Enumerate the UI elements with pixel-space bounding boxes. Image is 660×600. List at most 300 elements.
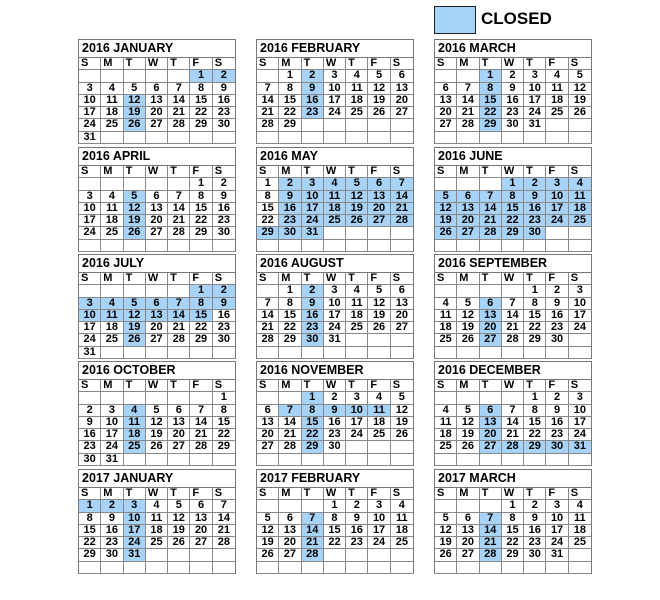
weekday-header: S: [257, 58, 279, 70]
weekday-header: M: [457, 273, 479, 285]
day-cell: 30: [279, 227, 301, 239]
month-title: 2017 MARCH: [438, 471, 516, 485]
month-day-grid: [257, 165, 413, 252]
weekday-header: F: [546, 488, 568, 500]
empty-day-cell: [146, 70, 168, 82]
empty-day-cell: [346, 562, 368, 574]
empty-day-cell: [146, 549, 168, 561]
day-cell: 14: [168, 310, 190, 322]
day-cell: 14: [168, 95, 190, 107]
empty-day-cell: [279, 132, 301, 144]
weekday-header: T: [480, 166, 502, 178]
empty-day-cell: [324, 119, 346, 131]
day-cell: 3: [124, 500, 146, 512]
day-cell: 10: [124, 513, 146, 525]
day-cell: 14: [257, 310, 279, 322]
day-cell: 18: [569, 203, 591, 215]
day-cell: 13: [391, 83, 413, 95]
day-cell: 30: [79, 454, 101, 466]
empty-day-cell: [168, 132, 190, 144]
weekday-header: T: [168, 58, 190, 70]
day-cell: 26: [435, 227, 457, 239]
day-cell: 7: [457, 83, 479, 95]
day-cell: 25: [124, 441, 146, 453]
weekday-header: T: [480, 488, 502, 500]
weekday-header: S: [213, 273, 235, 285]
day-cell: 21: [502, 429, 524, 441]
day-cell: 25: [435, 334, 457, 346]
day-cell: 18: [346, 310, 368, 322]
day-cell: 27: [457, 549, 479, 561]
empty-day-cell: [435, 240, 457, 252]
weekday-header: M: [101, 488, 123, 500]
empty-day-cell: [146, 392, 168, 404]
empty-day-cell: [279, 392, 301, 404]
day-cell: 19: [569, 95, 591, 107]
weekday-header: F: [546, 273, 568, 285]
day-cell: 24: [302, 215, 324, 227]
day-cell: 6: [190, 500, 212, 512]
weekday-header: F: [546, 58, 568, 70]
day-cell: 17: [546, 525, 568, 537]
day-cell: 6: [480, 298, 502, 310]
day-cell: 25: [146, 537, 168, 549]
day-cell: 30: [546, 334, 568, 346]
weekday-header: F: [190, 166, 212, 178]
empty-day-cell: [391, 454, 413, 466]
day-cell: 2: [213, 285, 235, 297]
day-cell: 25: [435, 441, 457, 453]
day-cell: 25: [346, 322, 368, 334]
day-cell: 27: [146, 119, 168, 131]
day-cell: 10: [101, 417, 123, 429]
day-cell: 5: [124, 83, 146, 95]
day-cell: 19: [391, 417, 413, 429]
day-cell: 7: [168, 83, 190, 95]
weekday-header: S: [213, 58, 235, 70]
day-cell: 13: [457, 525, 479, 537]
day-cell: 5: [569, 70, 591, 82]
day-cell: 18: [546, 95, 568, 107]
empty-day-cell: [168, 454, 190, 466]
day-cell: 7: [391, 178, 413, 190]
day-cell: 2: [279, 178, 301, 190]
day-cell: 17: [569, 310, 591, 322]
weekday-header: S: [569, 488, 591, 500]
day-cell: 19: [435, 215, 457, 227]
day-cell: 8: [324, 513, 346, 525]
day-cell: 23: [101, 537, 123, 549]
weekday-header: W: [324, 380, 346, 392]
empty-day-cell: [569, 549, 591, 561]
empty-day-cell: [257, 285, 279, 297]
empty-day-cell: [391, 132, 413, 144]
empty-day-cell: [324, 132, 346, 144]
day-cell: 3: [79, 191, 101, 203]
month-calendar: [78, 254, 236, 359]
day-cell: 7: [257, 83, 279, 95]
empty-day-cell: [101, 562, 123, 574]
day-cell: 15: [213, 417, 235, 429]
day-cell: 27: [435, 119, 457, 131]
day-cell: 29: [257, 227, 279, 239]
day-cell: 22: [302, 429, 324, 441]
day-cell: 27: [190, 537, 212, 549]
day-cell: 21: [480, 215, 502, 227]
empty-day-cell: [324, 562, 346, 574]
weekday-header: W: [324, 166, 346, 178]
day-cell: 22: [324, 537, 346, 549]
month-day-grid: [79, 487, 235, 574]
day-cell: 8: [480, 83, 502, 95]
weekday-header: T: [302, 166, 324, 178]
day-cell: 9: [524, 513, 546, 525]
day-cell: 9: [213, 298, 235, 310]
empty-day-cell: [279, 500, 301, 512]
day-cell: 20: [257, 429, 279, 441]
day-cell: 24: [79, 119, 101, 131]
day-cell: 13: [368, 191, 390, 203]
day-cell: 9: [279, 191, 301, 203]
weekday-header: F: [368, 380, 390, 392]
day-cell: 10: [524, 83, 546, 95]
day-cell: 14: [302, 525, 324, 537]
empty-day-cell: [146, 285, 168, 297]
weekday-header: S: [213, 488, 235, 500]
empty-day-cell: [257, 500, 279, 512]
weekday-header: S: [435, 58, 457, 70]
day-cell: 5: [391, 392, 413, 404]
day-cell: 21: [168, 215, 190, 227]
empty-day-cell: [346, 549, 368, 561]
day-cell: 26: [457, 441, 479, 453]
month-calendar: [78, 361, 236, 466]
day-cell: 30: [324, 441, 346, 453]
weekday-header: T: [124, 380, 146, 392]
day-cell: 4: [324, 178, 346, 190]
weekday-header: S: [79, 58, 101, 70]
day-cell: 20: [190, 525, 212, 537]
day-cell: 16: [213, 95, 235, 107]
day-cell: 19: [124, 215, 146, 227]
day-cell: 20: [457, 215, 479, 227]
weekday-header: S: [257, 273, 279, 285]
day-cell: 21: [257, 322, 279, 334]
day-cell: 29: [279, 119, 301, 131]
day-cell: 1: [502, 178, 524, 190]
empty-day-cell: [168, 347, 190, 359]
day-cell: 11: [146, 513, 168, 525]
day-cell: 4: [435, 405, 457, 417]
day-cell: 31: [569, 441, 591, 453]
weekday-header: T: [346, 166, 368, 178]
month-title: 2016 AUGUST: [260, 256, 344, 270]
weekday-header: M: [101, 58, 123, 70]
empty-day-cell: [279, 240, 301, 252]
day-cell: 22: [190, 322, 212, 334]
empty-day-cell: [257, 454, 279, 466]
empty-day-cell: [124, 347, 146, 359]
day-cell: 27: [480, 334, 502, 346]
day-cell: 16: [524, 525, 546, 537]
empty-day-cell: [146, 240, 168, 252]
empty-day-cell: [457, 178, 479, 190]
weekday-header: S: [79, 273, 101, 285]
month-title: 2017 FEBRUARY: [260, 471, 361, 485]
empty-day-cell: [569, 227, 591, 239]
day-cell: 13: [146, 95, 168, 107]
day-cell: 15: [324, 525, 346, 537]
day-cell: 2: [213, 70, 235, 82]
day-cell: 11: [101, 95, 123, 107]
day-cell: 16: [101, 525, 123, 537]
day-cell: 24: [79, 227, 101, 239]
day-cell: 30: [502, 119, 524, 131]
empty-day-cell: [124, 285, 146, 297]
day-cell: 18: [146, 525, 168, 537]
day-cell: 27: [146, 227, 168, 239]
weekday-header: F: [368, 166, 390, 178]
empty-day-cell: [124, 178, 146, 190]
day-cell: 7: [168, 191, 190, 203]
empty-day-cell: [368, 119, 390, 131]
empty-day-cell: [190, 454, 212, 466]
empty-day-cell: [346, 227, 368, 239]
weekday-header: T: [302, 380, 324, 392]
day-cell: 19: [457, 429, 479, 441]
day-cell: 17: [302, 203, 324, 215]
day-cell: 24: [324, 322, 346, 334]
day-cell: 10: [302, 191, 324, 203]
day-cell: 10: [346, 405, 368, 417]
weekday-header: W: [146, 380, 168, 392]
day-cell: 2: [502, 70, 524, 82]
day-cell: 29: [502, 227, 524, 239]
day-cell: 18: [101, 215, 123, 227]
day-cell: 10: [569, 405, 591, 417]
empty-day-cell: [79, 178, 101, 190]
empty-day-cell: [480, 132, 502, 144]
empty-day-cell: [569, 119, 591, 131]
day-cell: 18: [569, 525, 591, 537]
empty-day-cell: [168, 392, 190, 404]
day-cell: 22: [480, 107, 502, 119]
empty-day-cell: [101, 70, 123, 82]
day-cell: 30: [213, 334, 235, 346]
weekday-header: W: [324, 273, 346, 285]
empty-day-cell: [368, 334, 390, 346]
day-cell: 2: [546, 285, 568, 297]
day-cell: 1: [279, 70, 301, 82]
day-cell: 8: [190, 83, 212, 95]
day-cell: 9: [502, 83, 524, 95]
day-cell: 6: [391, 70, 413, 82]
weekday-header: T: [480, 273, 502, 285]
day-cell: 9: [101, 513, 123, 525]
weekday-header: M: [457, 488, 479, 500]
day-cell: 4: [146, 500, 168, 512]
day-cell: 3: [79, 83, 101, 95]
weekday-header: M: [101, 166, 123, 178]
day-cell: 25: [324, 215, 346, 227]
day-cell: 10: [569, 298, 591, 310]
weekday-header: T: [480, 58, 502, 70]
weekday-header: S: [569, 273, 591, 285]
day-cell: 26: [435, 549, 457, 561]
empty-day-cell: [124, 392, 146, 404]
day-cell: 16: [524, 203, 546, 215]
day-cell: 15: [257, 203, 279, 215]
day-cell: 24: [546, 215, 568, 227]
empty-day-cell: [302, 454, 324, 466]
day-cell: 3: [569, 392, 591, 404]
day-cell: 1: [79, 500, 101, 512]
weekday-header: W: [324, 488, 346, 500]
empty-day-cell: [279, 347, 301, 359]
day-cell: 3: [546, 178, 568, 190]
day-cell: 23: [546, 322, 568, 334]
day-cell: 19: [124, 107, 146, 119]
day-cell: 20: [391, 95, 413, 107]
day-cell: 21: [480, 537, 502, 549]
day-cell: 15: [279, 310, 301, 322]
empty-day-cell: [435, 285, 457, 297]
empty-day-cell: [146, 132, 168, 144]
day-cell: 4: [569, 178, 591, 190]
empty-day-cell: [391, 334, 413, 346]
empty-day-cell: [368, 227, 390, 239]
day-cell: 3: [79, 298, 101, 310]
day-cell: 5: [435, 191, 457, 203]
day-cell: 1: [480, 70, 502, 82]
month-calendar: [256, 361, 414, 466]
day-cell: 5: [457, 298, 479, 310]
weekday-header: S: [435, 488, 457, 500]
weekday-header: M: [279, 58, 301, 70]
weekday-header: M: [457, 380, 479, 392]
day-cell: 23: [502, 107, 524, 119]
empty-day-cell: [457, 562, 479, 574]
day-cell: 26: [457, 334, 479, 346]
empty-day-cell: [524, 454, 546, 466]
day-cell: 17: [546, 203, 568, 215]
day-cell: 25: [101, 119, 123, 131]
day-cell: 5: [124, 298, 146, 310]
day-cell: 16: [213, 310, 235, 322]
day-cell: 10: [79, 203, 101, 215]
day-cell: 6: [146, 83, 168, 95]
day-cell: 28: [502, 441, 524, 453]
day-cell: 16: [346, 525, 368, 537]
weekday-header: M: [101, 380, 123, 392]
weekday-header: W: [502, 166, 524, 178]
day-cell: 7: [190, 405, 212, 417]
empty-day-cell: [324, 240, 346, 252]
day-cell: 26: [168, 537, 190, 549]
empty-day-cell: [213, 454, 235, 466]
empty-day-cell: [391, 441, 413, 453]
weekday-header: M: [279, 380, 301, 392]
day-cell: 9: [302, 298, 324, 310]
day-cell: 2: [302, 70, 324, 82]
day-cell: 26: [391, 429, 413, 441]
day-cell: 12: [124, 95, 146, 107]
day-cell: 14: [480, 203, 502, 215]
month-calendar: [256, 254, 414, 359]
weekday-header: F: [546, 166, 568, 178]
day-cell: 12: [391, 405, 413, 417]
day-cell: 6: [457, 191, 479, 203]
day-cell: 7: [279, 405, 301, 417]
month-day-grid: [257, 487, 413, 574]
day-cell: 3: [101, 405, 123, 417]
day-cell: 13: [146, 310, 168, 322]
day-cell: 1: [502, 500, 524, 512]
day-cell: 15: [190, 95, 212, 107]
day-cell: 19: [124, 322, 146, 334]
empty-day-cell: [480, 240, 502, 252]
month-title: 2016 OCTOBER: [82, 363, 176, 377]
day-cell: 18: [101, 322, 123, 334]
weekday-header: S: [569, 58, 591, 70]
empty-day-cell: [168, 240, 190, 252]
month-title: 2016 NOVEMBER: [260, 363, 364, 377]
day-cell: 8: [190, 298, 212, 310]
empty-day-cell: [146, 454, 168, 466]
day-cell: 16: [502, 95, 524, 107]
weekday-header: F: [190, 380, 212, 392]
day-cell: 9: [302, 83, 324, 95]
weekday-header: S: [435, 273, 457, 285]
day-cell: 17: [368, 525, 390, 537]
day-cell: 28: [213, 537, 235, 549]
day-cell: 20: [391, 310, 413, 322]
day-cell: 28: [391, 215, 413, 227]
empty-day-cell: [546, 132, 568, 144]
day-cell: 10: [368, 513, 390, 525]
weekday-header: S: [257, 488, 279, 500]
day-cell: 24: [346, 429, 368, 441]
empty-day-cell: [524, 562, 546, 574]
empty-day-cell: [368, 347, 390, 359]
day-cell: 2: [346, 500, 368, 512]
empty-day-cell: [480, 500, 502, 512]
month-day-grid: [79, 57, 235, 144]
weekday-header: W: [146, 58, 168, 70]
day-cell: 21: [391, 203, 413, 215]
day-cell: 22: [502, 537, 524, 549]
empty-day-cell: [546, 240, 568, 252]
day-cell: 12: [346, 191, 368, 203]
weekday-header: T: [524, 273, 546, 285]
day-cell: 22: [79, 537, 101, 549]
day-cell: 21: [213, 525, 235, 537]
day-cell: 6: [168, 405, 190, 417]
month-day-grid: [257, 379, 413, 466]
day-cell: 4: [368, 392, 390, 404]
day-cell: 23: [346, 537, 368, 549]
empty-day-cell: [391, 240, 413, 252]
day-cell: 6: [146, 191, 168, 203]
weekday-header: T: [168, 488, 190, 500]
day-cell: 8: [524, 298, 546, 310]
empty-day-cell: [457, 132, 479, 144]
day-cell: 8: [502, 191, 524, 203]
day-cell: 15: [279, 95, 301, 107]
empty-day-cell: [569, 347, 591, 359]
weekday-header: F: [190, 273, 212, 285]
day-cell: 3: [546, 500, 568, 512]
